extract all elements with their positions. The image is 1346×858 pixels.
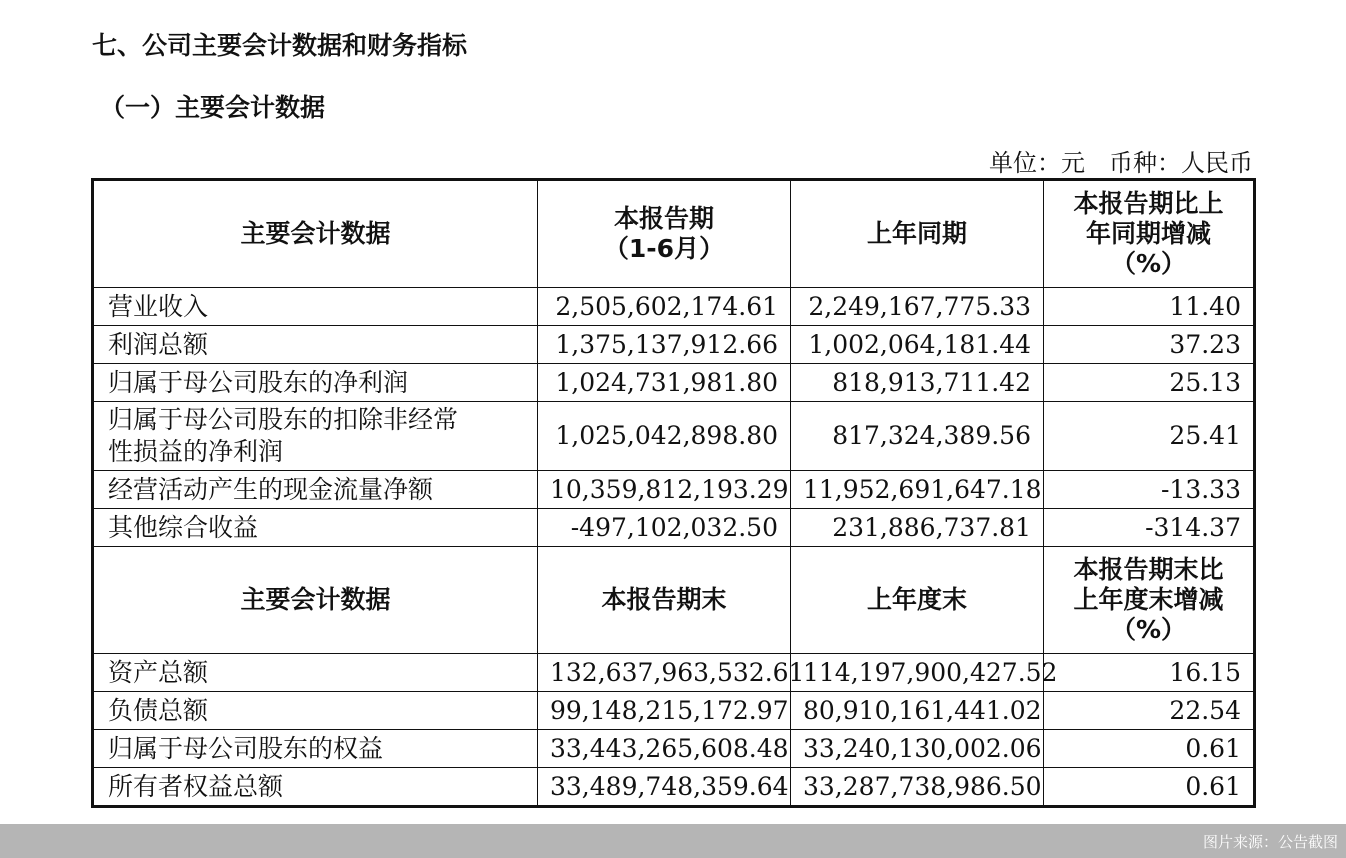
row-label: 资产总额: [93, 654, 538, 692]
row-label: 归属于母公司股东的净利润: [93, 364, 538, 402]
change-value: 25.41: [1044, 402, 1255, 471]
current-value: 99,148,215,172.97: [538, 692, 791, 730]
table-row: [93, 768, 1255, 807]
subsection-title: （一）主要会计数据: [100, 93, 326, 122]
current-value: 33,443,265,608.48: [538, 730, 791, 768]
header-cell: 本报告期末: [538, 547, 791, 654]
row-label: 负债总额: [93, 692, 538, 730]
table-row: [93, 364, 1255, 402]
current-value: 2,505,602,174.61: [538, 288, 791, 326]
header-cell: 本报告期末比 上年度末增减 （%）: [1044, 547, 1255, 654]
header-cell: 本报告期 （1-6月）: [538, 180, 791, 288]
prior-value: 817,324,389.56: [791, 402, 1044, 471]
change-value: 16.15: [1044, 654, 1255, 692]
prior-value: 33,240,130,002.06: [791, 730, 1044, 768]
table-row: [93, 509, 1255, 547]
table-header-row: [93, 180, 1255, 288]
prior-value: 114,197,900,427.52: [791, 654, 1044, 692]
table-header-row: [93, 547, 1255, 654]
change-value: 0.61: [1044, 768, 1255, 807]
change-value: 0.61: [1044, 730, 1255, 768]
change-value: 22.54: [1044, 692, 1255, 730]
row-label: 利润总额: [93, 326, 538, 364]
table-row: [93, 692, 1255, 730]
prior-value: 1,002,064,181.44: [791, 326, 1044, 364]
change-value: -314.37: [1044, 509, 1255, 547]
financial-data-table: [91, 178, 1256, 808]
row-label: 所有者权益总额: [93, 768, 538, 807]
row-label: 营业收入: [93, 288, 538, 326]
current-value: 10,359,812,193.29: [538, 471, 791, 509]
table-row: [93, 326, 1255, 364]
row-label: 归属于母公司股东的扣除非经常 性损益的净利润: [93, 402, 538, 471]
change-value: 11.40: [1044, 288, 1255, 326]
prior-value: 818,913,711.42: [791, 364, 1044, 402]
table-row: [93, 471, 1255, 509]
table-row: [93, 730, 1255, 768]
header-cell: 本报告期比上 年同期增减 （%）: [1044, 180, 1255, 288]
current-value: -497,102,032.50: [538, 509, 791, 547]
change-value: 37.23: [1044, 326, 1255, 364]
source-bar: [0, 824, 1346, 858]
row-label: 其他综合收益: [93, 509, 538, 547]
table-row: [93, 288, 1255, 326]
change-value: -13.33: [1044, 471, 1255, 509]
row-label: 经营活动产生的现金流量净额: [93, 471, 538, 509]
image-source-caption: 图片来源：公告截图: [1202, 833, 1338, 851]
current-value: 132,637,963,532.61: [538, 654, 791, 692]
row-label: 归属于母公司股东的权益: [93, 730, 538, 768]
prior-value: 231,886,737.81: [791, 509, 1044, 547]
current-value: 1,375,137,912.66: [538, 326, 791, 364]
prior-value: 11,952,691,647.18: [791, 471, 1044, 509]
current-value: 1,025,042,898.80: [538, 402, 791, 471]
header-cell: 上年同期: [791, 180, 1044, 288]
section-title: 七、公司主要会计数据和财务指标: [92, 31, 468, 60]
header-cell: 上年度末: [791, 547, 1044, 654]
unit-note: 单位：元 币种：人民币: [989, 149, 1253, 177]
table-row: [93, 402, 1255, 471]
header-cell: 主要会计数据: [93, 547, 538, 654]
prior-value: 33,287,738,986.50: [791, 768, 1044, 807]
table-row: [93, 654, 1255, 692]
current-value: 33,489,748,359.64: [538, 768, 791, 807]
prior-value: 80,910,161,441.02: [791, 692, 1044, 730]
header-cell: 主要会计数据: [93, 180, 538, 288]
change-value: 25.13: [1044, 364, 1255, 402]
current-value: 1,024,731,981.80: [538, 364, 791, 402]
prior-value: 2,249,167,775.33: [791, 288, 1044, 326]
